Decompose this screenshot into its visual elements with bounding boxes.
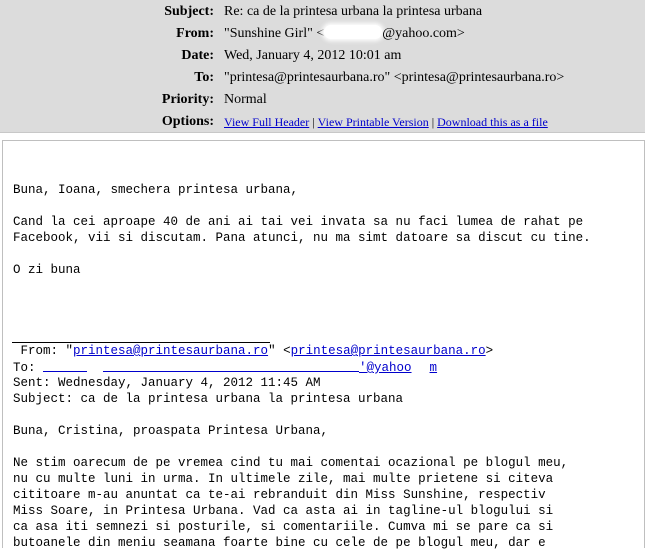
- reply-greeting: Buna, Ioana, smechera printesa urbana,: [13, 183, 299, 197]
- redacted-email-mask: [103, 359, 359, 372]
- date-row: [0, 45, 645, 67]
- redacted-email-mask: [43, 359, 87, 372]
- quoted-from-mid: " <: [268, 344, 291, 358]
- quoted-body-line-4: Miss Soare, in Printesa Urbana. Vad ca asta ai in tagline-ul blogului si: [13, 504, 554, 518]
- from-row: [0, 23, 645, 45]
- priority-value: Normal: [224, 92, 267, 107]
- to-label: To:: [194, 70, 214, 85]
- quoted-greeting: Buna, Cristina, proaspata Printesa Urbana,: [13, 424, 329, 438]
- view-full-header-link[interactable]: View Full Header: [224, 115, 310, 129]
- to-value: "printesa@printesaurbana.ro" <printesa@printesaurbana.ro>: [224, 70, 565, 85]
- from-value: [224, 23, 465, 45]
- from-label: From:: [176, 26, 214, 41]
- quoted-from-email-link-2[interactable]: printesa@printesaurbana.ro: [290, 344, 486, 358]
- quoted-body-line-6: butoanele din meniu seamana foarte bine cu cele de pe blogul meu, dar e: [13, 536, 546, 550]
- quoted-to-line: [13, 359, 437, 376]
- quoted-sent-line: Sent: Wednesday, January 4, 2012 11:45 AM: [13, 376, 321, 390]
- options-links: [224, 111, 548, 133]
- quoted-from-line: [13, 343, 493, 359]
- quoted-body-line-2: nu cu multe luni in urma. In ultimele zile, mai multe prietene si citeva: [13, 472, 554, 486]
- quoted-from-email-link[interactable]: printesa@printesaurbana.ro: [73, 344, 269, 358]
- separator: |: [312, 115, 315, 129]
- subject-row: [0, 1, 645, 23]
- reply-para-line-1: Cand la cei aproape 40 de ani ai tai vei invata sa nu faci lumea de rahat pe: [13, 215, 584, 229]
- quoted-to-prefix: To:: [13, 361, 44, 375]
- reply-para-line-2: Facebook, vii si discutam. Pana atunci, nu ma simt datoare sa discut cu tine.: [13, 231, 591, 245]
- from-name: "Sunshine Girl" <: [224, 26, 325, 41]
- quoted-to-fragment[interactable]: '@yahoo: [359, 361, 412, 375]
- quoted-body-line-5: ca asa iti semnezi si posturile, si comentariile. Cumva mi se pare ca si: [13, 520, 554, 534]
- date-value: Wed, January 4, 2012 10:01 am: [224, 48, 402, 63]
- reply-closing: O zi buna: [13, 263, 81, 277]
- to-row: [0, 67, 645, 89]
- quoted-from-prefix: From: ": [13, 344, 74, 358]
- download-file-link[interactable]: Download this as a file: [437, 115, 548, 129]
- quoted-subject-line: Subject: ca de la printesa urbana la printesa urbana: [13, 392, 404, 406]
- from-domain: @yahoo.com>: [382, 26, 465, 41]
- redacted-email-mask: [324, 25, 382, 39]
- subject-label: Subject:: [164, 4, 214, 19]
- quoted-to-fragment-end[interactable]: m: [429, 361, 438, 375]
- message-header-panel: [0, 0, 645, 133]
- quoted-body-line-3: cititoare m-au anuntat ca te-ai rebranduit din Miss Sunshine, respectiv: [13, 488, 546, 502]
- options-label: Options:: [161, 114, 214, 129]
- date-label: Date:: [181, 48, 214, 63]
- separator: |: [431, 115, 435, 129]
- subject-value: Re: ca de la printesa urbana la printesa urbana: [224, 4, 483, 19]
- quoted-body-line-1: Ne stim oarecum de pe vremea cind tu mai comentai ocazional pe blogul meu,: [13, 456, 569, 470]
- options-row: [0, 111, 645, 133]
- view-printable-version-link[interactable]: View Printable Version: [317, 115, 429, 129]
- priority-label: Priority:: [161, 92, 214, 107]
- quoted-from-suffix: >: [485, 344, 494, 358]
- priority-row: [0, 89, 645, 111]
